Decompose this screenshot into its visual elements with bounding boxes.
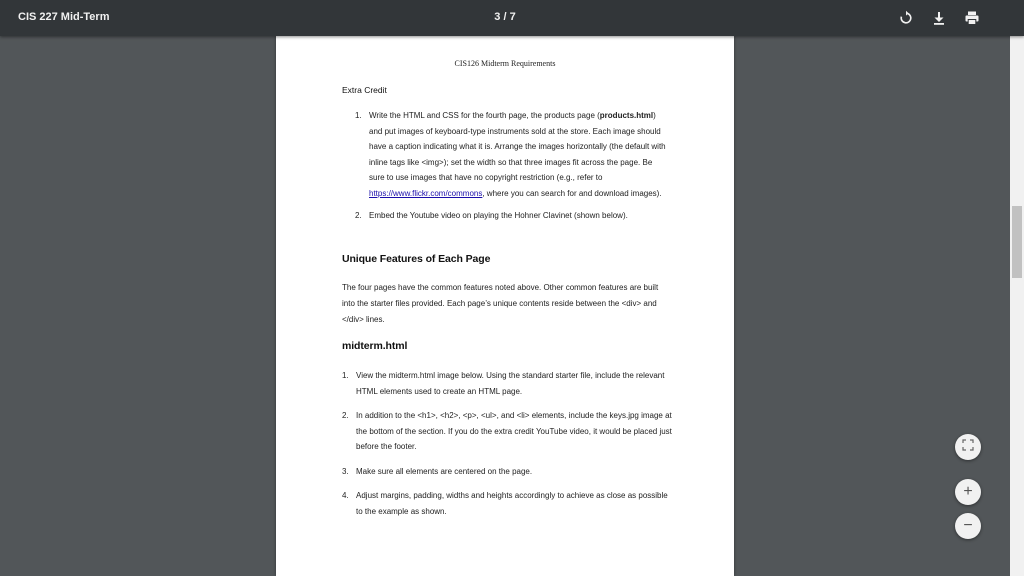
item-text: Write the HTML and CSS for the fourth page, the products page ( <box>369 111 600 120</box>
item-text: Embed the Youtube video on playing the Hohner Clavinet (shown below). <box>369 211 628 220</box>
document-title: CIS 227 Mid-Term <box>18 11 110 23</box>
midterm-list <box>342 368 674 528</box>
rotate-icon[interactable] <box>897 9 915 27</box>
print-icon[interactable] <box>963 9 981 27</box>
item-text: ) and put images of keyboard-type instruments sold at the store. Each image should have a caption indicating what it is. Arrange the images horizontally (the default with inline tags like <img>); set the width so that three images fit across the page. Be sure to use images that have no copyright restriction (e.g., refer to <box>369 111 666 182</box>
extra-credit-label: Extra Credit <box>342 85 387 95</box>
list-item <box>342 464 674 480</box>
zoom-in-button[interactable]: + <box>955 479 981 505</box>
unique-features-paragraph: The four pages have the common features noted above. Other common features are built into the starter files provided. Each page’s unique contents reside between the <div> and </div> lines. <box>342 283 659 324</box>
item-text: Adjust margins, padding, widths and heights accordingly to achieve as close as possible to the example as shown. <box>356 491 668 516</box>
item-text: View the midterm.html image below. Using the standard starter file, include the relevant HTML elements used to create an HTML page. <box>356 371 665 396</box>
list-item <box>355 208 669 224</box>
unique-features-heading: Unique Features of Each Page <box>342 253 491 265</box>
item-text: Make sure all elements are centered on the page. <box>356 466 533 476</box>
list-item <box>355 108 669 201</box>
item-text: In addition to the <h1>, <h2>, <p>, <ul>, and <li> elements, include the keys.jpg image at the bottom of the section. If you do the extra credit YouTube video, it would be placed just before the footer. <box>356 411 672 451</box>
page-header: CIS126 Midterm Requirements <box>454 59 556 68</box>
list-number: 2. <box>342 411 349 420</box>
list-number: 1. <box>355 111 362 120</box>
list-item <box>342 488 674 519</box>
page-counter[interactable]: 3 / 7 <box>494 11 516 23</box>
download-icon[interactable] <box>930 9 948 27</box>
scroll-thumb[interactable] <box>1012 206 1022 278</box>
list-number: 1. <box>342 371 349 380</box>
list-item <box>342 368 674 399</box>
list-number: 3. <box>342 466 349 476</box>
fit-page-icon <box>962 438 974 456</box>
item-text: , where you can search for and download images). <box>482 188 662 198</box>
pdf-toolbar <box>0 0 1024 36</box>
item-bold-text: products.html <box>599 111 654 120</box>
midterm-heading: midterm.html <box>342 340 408 352</box>
flickr-link[interactable]: https://www.flickr.com/commons <box>369 188 483 198</box>
pdf-page <box>276 36 734 576</box>
zoom-out-button[interactable]: − <box>955 513 981 539</box>
vertical-scrollbar[interactable] <box>1010 36 1024 576</box>
list-number: 4. <box>342 491 349 500</box>
extra-credit-list <box>355 108 669 231</box>
list-number: 2. <box>355 211 362 220</box>
list-item <box>342 408 674 455</box>
fit-page-button[interactable] <box>955 434 981 460</box>
